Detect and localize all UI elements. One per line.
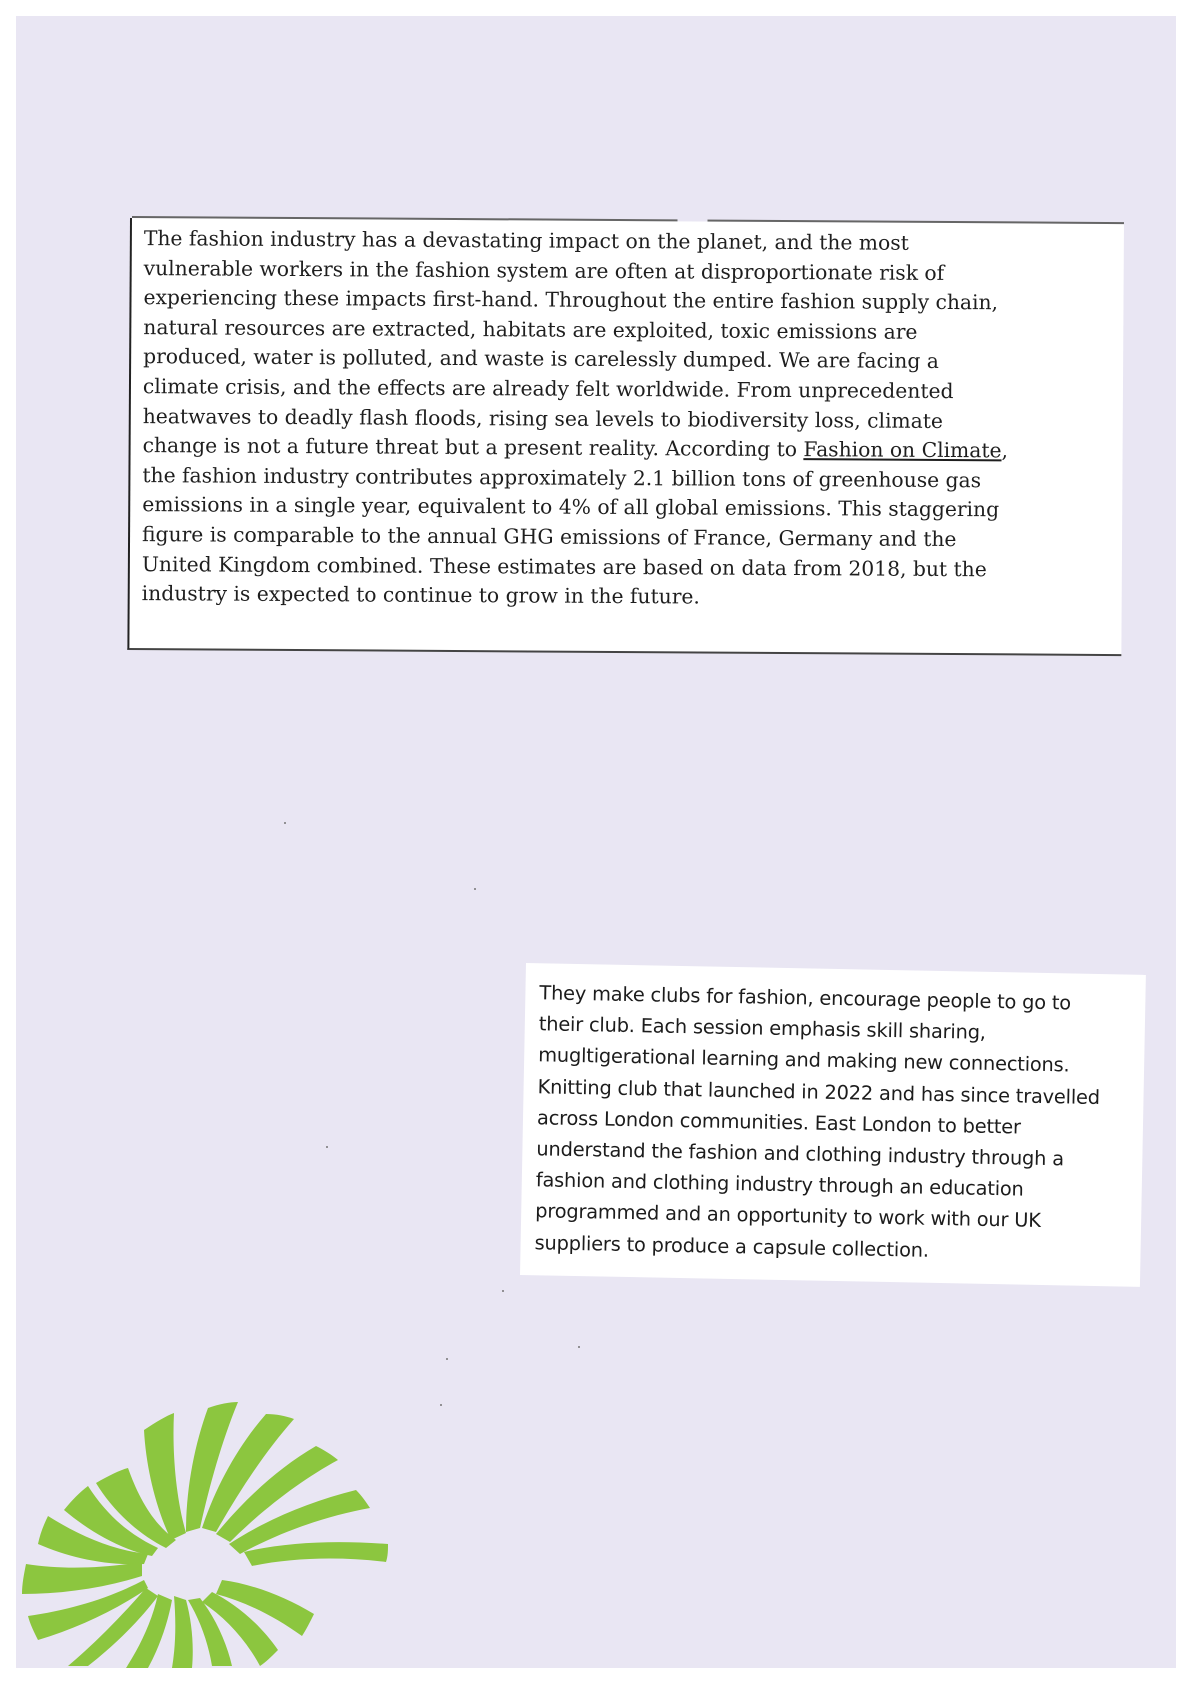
- clipping-line-2: vulnerable workers in the fashion system are often at disproportionate risk of: [143, 255, 945, 285]
- club-line-3: mugltigerational learning and making new connections.: [538, 1043, 1070, 1077]
- paper-speck: [474, 888, 476, 890]
- clipping-line-10: emissions in a single year, equivalent to 4% of all global emissions. This staggering: [142, 492, 1000, 522]
- paper-speck: [326, 1146, 328, 1148]
- club-line-6: understand the fashion and clothing industry through a: [536, 1137, 1065, 1171]
- climate-impact-clipping: [127, 218, 1124, 656]
- club-line-7: fashion and clothing industry through an education: [535, 1168, 1024, 1201]
- club-line-8: programmed and an opportunity to work with our UK: [535, 1199, 1041, 1233]
- clipping-line-6: climate crisis, and the effects are already felt worldwide. From unprecedented: [142, 374, 954, 404]
- clipping-line-8-end: ,: [1001, 438, 1009, 463]
- paper-speck: [502, 1290, 504, 1292]
- clipping-line-5: produced, water is polluted, and waste is carelessly dumped. We are facing a: [143, 344, 939, 374]
- club-line-9: suppliers to produce a capsule collection.: [534, 1230, 930, 1262]
- document-page: [16, 16, 1176, 1668]
- clipping-line-3: experiencing these impacts first-hand. Throughout the entire fashion supply chain,: [143, 285, 999, 315]
- clipping-top-edge: [132, 216, 1124, 224]
- clipping-line-13: industry is expected to continue to grow in the future.: [141, 581, 700, 609]
- paper-speck: [440, 1404, 442, 1406]
- club-line-4: Knitting club that launched in 2022 and has since travelled: [537, 1074, 1101, 1109]
- clipping-line-12: United Kingdom combined. These estimates are based on data from 2018, but the: [141, 551, 987, 581]
- club-line-1: They make clubs for fashion, encourage people to go to: [539, 981, 1072, 1015]
- paper-speck: [578, 1346, 580, 1348]
- paper-speck: [446, 1358, 448, 1360]
- paper-speck: [284, 822, 286, 824]
- club-line-2: their club. Each session emphasis skill sharing,: [538, 1012, 987, 1045]
- clipping-line-7: heatwaves to deadly flash floods, rising sea levels to biodiversity loss, climate: [142, 403, 944, 433]
- fashion-on-climate-link[interactable]: Fashion on Climate: [803, 437, 1002, 463]
- clipping-line-9: the fashion industry contributes approximately 2.1 billion tons of greenhouse gas: [142, 462, 982, 492]
- leaf-stamp-icon: [16, 1318, 416, 1668]
- club-line-5: across London communities. East London to better: [536, 1106, 1021, 1139]
- clipping-line-11: figure is comparable to the annual GHG emissions of France, Germany and the: [141, 522, 957, 551]
- clipping-line-4: natural resources are extracted, habitats are exploited, toxic emissions are: [143, 314, 918, 344]
- clipping-line-8-start: change is not a future threat but a present reality. According to: [142, 433, 804, 462]
- knitting-club-clipping: [520, 963, 1146, 1287]
- clipping-line-1: The fashion industry has a devastating impact on the planet, and the most: [143, 226, 909, 255]
